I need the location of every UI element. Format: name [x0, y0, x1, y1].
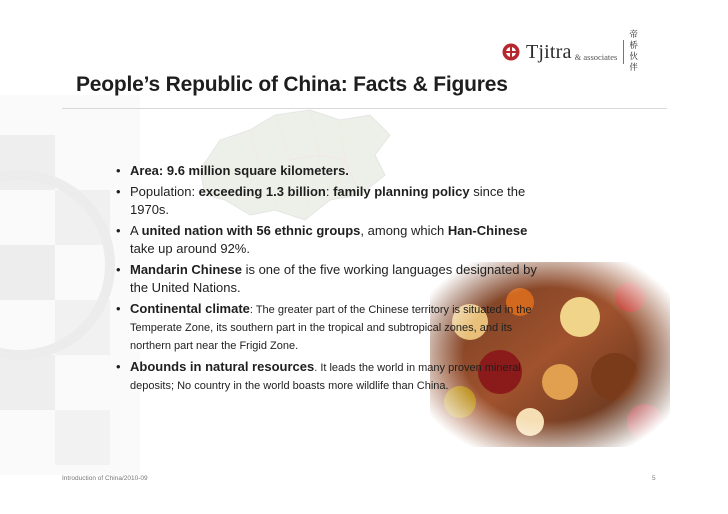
bullet-text: since the 1970s.	[130, 184, 526, 217]
list-item-language	[116, 261, 541, 297]
bullet-emphasis: Abounds in natural resources	[130, 359, 315, 374]
logo-emblem-icon	[502, 43, 520, 61]
bullet-icon: •	[116, 163, 121, 178]
bullet-icon: •	[116, 184, 121, 199]
bullet-emphasis: family planning policy	[333, 184, 470, 199]
page-title: People’s Republic of China: Facts & Figures	[76, 73, 508, 96]
bullet-icon: •	[116, 223, 121, 238]
bullet-emphasis: Han-Chinese	[447, 223, 528, 238]
list-item-resources	[116, 358, 541, 395]
page-number: 5	[652, 475, 656, 482]
bullet-emphasis: exceeding 1.3 billion	[198, 184, 326, 199]
footer-caption: Introduction of China/2010-09	[62, 475, 148, 482]
list-item-area	[116, 162, 541, 180]
list-item-ethnic-groups	[116, 222, 541, 258]
facts-list	[116, 162, 541, 398]
bullet-text: A	[130, 223, 142, 238]
bullet-text: :	[325, 184, 334, 199]
company-logo	[502, 30, 653, 73]
bullet-icon: •	[116, 359, 121, 374]
bullet-emphasis: Continental climate	[130, 301, 250, 316]
bullet-emphasis: united nation with 56 ethnic groups	[141, 223, 361, 238]
bullet-emphasis: Mandarin Chinese	[130, 262, 242, 277]
logo-tagline: & associates	[574, 51, 618, 62]
bullet-text: : The greater part of the Chinese territory is situated in the Temperate Zone, its southern part in the tropical and subtropical zones, and its northern part near the Frigid Zone.	[130, 304, 532, 352]
bullet-text: is one of the five working languages designated by the United Nations.	[130, 262, 537, 295]
list-item-climate	[116, 300, 541, 355]
title-divider	[62, 108, 667, 109]
bullet-text: . It leads the world in many proven mineral deposits; No country in the world boasts more wildlife than China.	[130, 362, 521, 392]
bullet-text: Area: 9.6 million square kilometers.	[130, 163, 349, 178]
bullet-icon: •	[116, 301, 121, 316]
logo-chinese-text: 帝 桥 伙 伴	[629, 30, 641, 73]
bullet-text: take up around 92%.	[130, 241, 250, 256]
logo-divider	[623, 40, 624, 64]
bullet-icon: •	[116, 262, 121, 277]
bullet-text: , among which	[360, 223, 448, 238]
bullet-text: Population:	[130, 184, 199, 199]
logo-name: Tjitra	[526, 40, 572, 63]
list-item-population	[116, 183, 541, 219]
